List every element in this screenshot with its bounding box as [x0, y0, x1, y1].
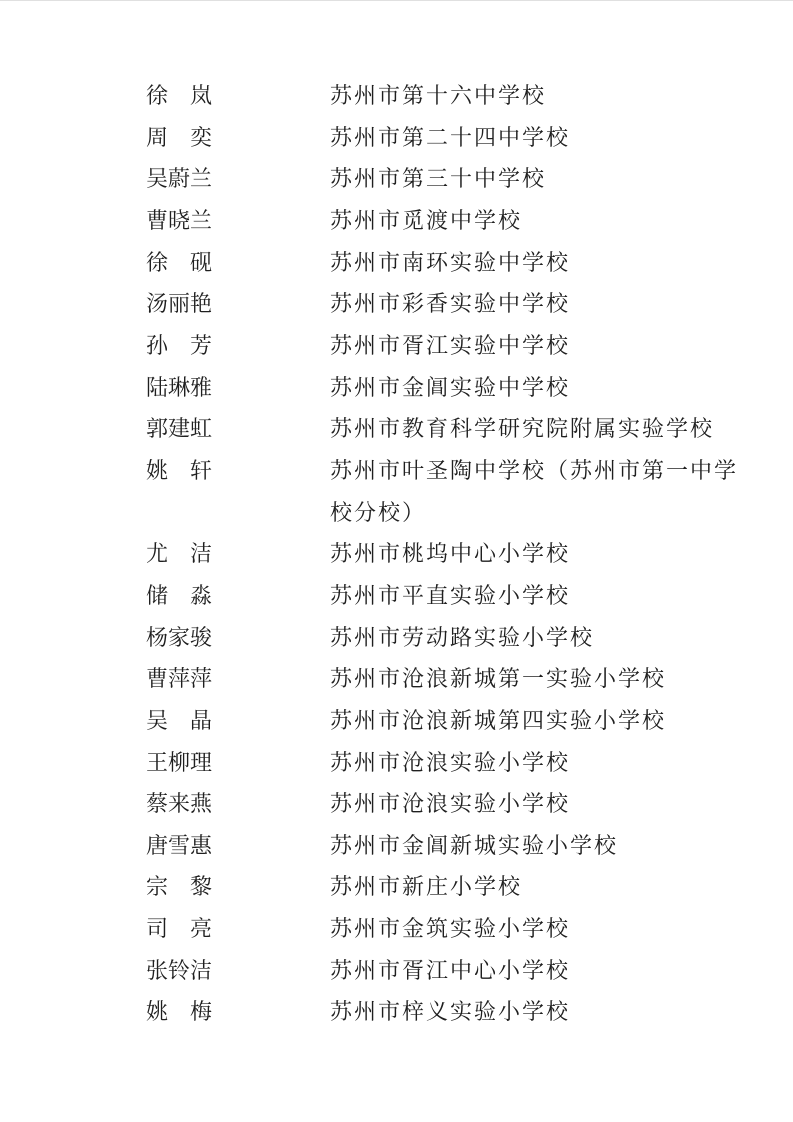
teacher-name: 张铃洁: [146, 957, 213, 983]
school-name: 苏州市沧浪新城第一实验小学校: [330, 666, 667, 692]
teacher-name: 司 亮: [146, 916, 213, 942]
roster-row: [146, 200, 766, 242]
roster-row: [146, 408, 766, 450]
school-name: 苏州市第二十四中学校: [330, 124, 571, 150]
school-name: 苏州市梓义实验小学校: [330, 999, 571, 1025]
roster-row: [146, 325, 766, 367]
roster-row: [146, 367, 766, 409]
roster-row: [146, 117, 766, 159]
school-name: 苏州市第十六中学校: [330, 83, 547, 108]
teacher-name: 吴蔚兰: [146, 166, 213, 192]
teacher-name: 陆琳雅: [146, 374, 213, 400]
roster-row: [146, 908, 766, 950]
roster-row: [146, 783, 766, 825]
roster-list: [146, 75, 766, 1033]
school-name: 苏州市平直实验小学校: [330, 582, 571, 608]
roster-row: [146, 742, 766, 784]
roster-row: [146, 75, 766, 117]
school-name: 苏州市新庄小学校: [330, 874, 523, 900]
school-name: 苏州市金阊新城实验小学校: [330, 832, 619, 858]
teacher-name: 姚 梅: [146, 999, 213, 1025]
school-name: 苏州市胥江中心小学校: [330, 957, 571, 983]
teacher-name: 王柳理: [146, 749, 213, 775]
school-name: 苏州市沧浪新城第四实验小学校: [330, 707, 667, 733]
roster-row: [146, 158, 766, 200]
school-name: 苏州市叶圣陶中学校（苏州市第一中学校分校）: [330, 457, 739, 525]
teacher-name: 徐 砚: [146, 249, 213, 275]
teacher-name: 孙 芳: [146, 332, 213, 358]
roster-row: [146, 575, 766, 617]
roster-row: [146, 242, 766, 284]
roster-row: [146, 533, 766, 575]
teacher-name: 吴 晶: [146, 707, 213, 733]
roster-row: [146, 866, 766, 908]
roster-row: [146, 283, 766, 325]
roster-row: [146, 658, 766, 700]
teacher-name: 徐 岚: [146, 83, 213, 108]
teacher-name: 尤 洁: [146, 541, 213, 567]
school-name: 苏州市沧浪实验小学校: [330, 749, 571, 775]
roster-row: [146, 825, 766, 867]
school-name: 苏州市沧浪实验小学校: [330, 791, 571, 817]
school-name: 苏州市觅渡中学校: [330, 207, 523, 233]
teacher-name: 杨家骏: [146, 624, 213, 650]
teacher-name: 曹晓兰: [146, 207, 213, 233]
roster-row: [146, 617, 766, 659]
teacher-name: 蔡来燕: [146, 791, 213, 817]
teacher-name: 姚 轩: [146, 457, 213, 483]
school-name: 苏州市劳动路实验小学校: [330, 624, 595, 650]
teacher-name: 汤丽艳: [146, 291, 213, 317]
school-name: 苏州市第三十中学校: [330, 166, 547, 192]
roster-row: [146, 700, 766, 742]
school-name: 苏州市彩香实验中学校: [330, 291, 571, 317]
teacher-name: 曹萍萍: [146, 666, 213, 692]
teacher-name: 郭建虹: [146, 416, 213, 442]
school-name: 苏州市桃坞中心小学校: [330, 541, 571, 567]
school-name: 苏州市南环实验中学校: [330, 249, 571, 275]
teacher-name: 储 淼: [146, 582, 213, 608]
school-name: 苏州市金筑实验小学校: [330, 916, 571, 942]
teacher-name: 唐雪惠: [146, 832, 213, 858]
roster-row: [146, 450, 766, 533]
roster-row: [146, 991, 766, 1033]
school-name: 苏州市胥江实验中学校: [330, 332, 571, 358]
school-name: 苏州市教育科学研究院附属实验学校: [330, 416, 715, 442]
teacher-name: 宗 黎: [146, 874, 213, 900]
teacher-name: 周 奕: [146, 124, 213, 150]
roster-row: [146, 950, 766, 992]
school-name: 苏州市金阊实验中学校: [330, 374, 571, 400]
